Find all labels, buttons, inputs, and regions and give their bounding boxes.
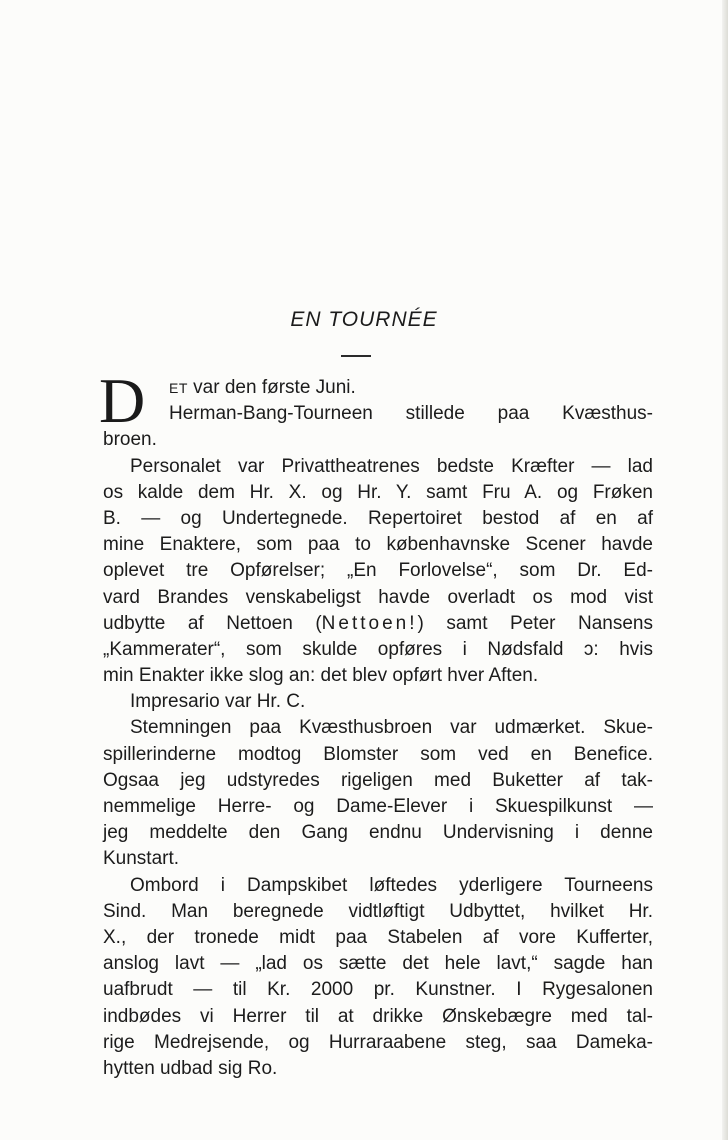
- opening-line-text: var den første Juni.: [187, 377, 356, 398]
- paragraph-lines: [103, 427, 653, 1082]
- text-line: X., der tronede midt paa Stabelen af vore Kufferter,: [103, 926, 653, 948]
- text-line: vard Brandes venskabeligst havde overladt os mod vist: [103, 586, 653, 608]
- text-line: [103, 611, 653, 637]
- text-line: B. — og Undertegnede. Repertoiret bestod af en af: [103, 507, 653, 529]
- page-edge-shadow: [722, 0, 728, 1140]
- text-line: hytten udbad sig Ro.: [103, 1057, 278, 1079]
- emphasized-word: Nettoen!: [321, 612, 418, 634]
- opening-smallcaps: ET: [169, 380, 188, 396]
- text-line: Sind. Man beregnede vidtløftigt Udbyttet, hvilket Hr.: [103, 900, 653, 922]
- text-line: spillerinderne modtog Blomster som ved en Benefice.: [103, 743, 653, 765]
- drop-cap: D: [99, 365, 146, 436]
- text-line: anslog lavt — „lad os sætte det hele lavt,“ sagde han: [103, 953, 653, 975]
- text-line: Stemningen paa Kvæsthusbroen var udmærket. Skue-: [130, 717, 653, 739]
- second-line-text: Herman-Bang-Tourneen stillede paa Kvæsthus-: [169, 403, 653, 425]
- text-line: jeg meddelte den Gang endnu Undervisning i denne: [103, 822, 653, 844]
- line-segment: ) samt Peter Nansens: [417, 612, 653, 634]
- text-line: nemmelige Herre- og Dame-Elever i Skuespilkunst —: [103, 796, 653, 817]
- text-line: [103, 401, 653, 427]
- opening-line: [169, 375, 653, 401]
- text-line: oplevet tre Opførelser; „En Forlovelse“, som Dr. Ed-: [103, 560, 653, 582]
- text-line: mine Enaktere, som paa to københavnske Scener havde: [103, 534, 653, 556]
- chapter-title: EN TOURNÉE: [290, 308, 438, 331]
- text-line: Personalet var Privattheatrenes bedste Kræfter — lad: [130, 455, 653, 477]
- body-text: [99, 365, 653, 1082]
- text-line: „Kammerater“, som skulde opføres i Nødsfald ɔ: hvis: [103, 638, 653, 660]
- line-segment: udbytte af Nettoen (: [103, 612, 322, 634]
- text-line: Ogsaa jeg udstyredes rigeligen med Buketter af tak-: [103, 769, 653, 791]
- text-line: Impresario var Hr. C.: [130, 691, 306, 713]
- text-line: indbødes vi Herrer til at drikke Ønskebægre med tal-: [103, 1005, 653, 1027]
- text-line: min Enakter ikke slog an: det blev opført hver Aften.: [103, 665, 539, 687]
- text-line: Ombord i Dampskibet løftedes yderligere Tourneens: [130, 874, 653, 896]
- text-line: os kalde dem Hr. X. og Hr. Y. samt Fru A. og Frøken: [103, 481, 653, 503]
- text-line: uafbrudt — til Kr. 2000 pr. Kunstner. I Rygesalonen: [103, 979, 653, 1001]
- text-line: broen.: [103, 429, 157, 451]
- text-line: Kunstart.: [103, 848, 180, 870]
- text-line: rige Medrejsende, og Hurraraabene steg, saa Dameka-: [103, 1031, 653, 1053]
- title-rule: [341, 355, 371, 357]
